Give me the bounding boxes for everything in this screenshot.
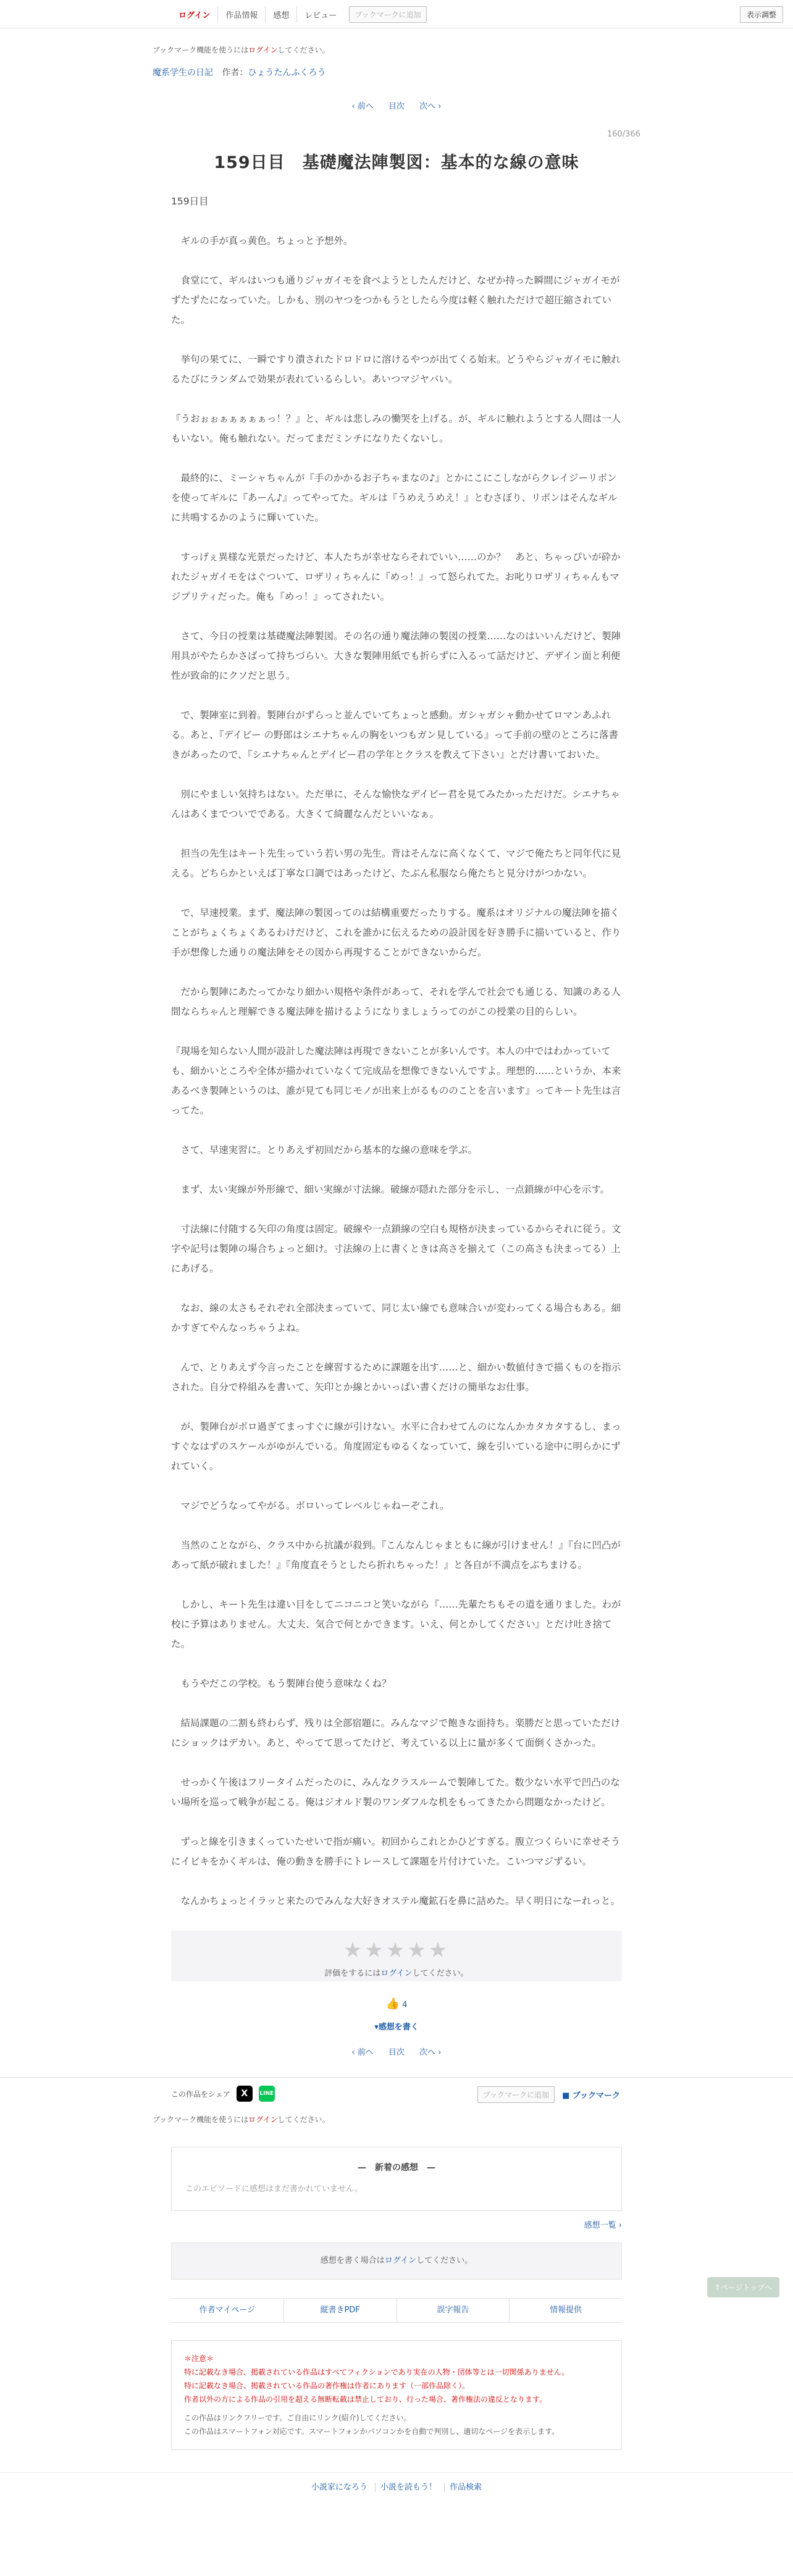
next-episode-link[interactable]: 次へ ›	[419, 102, 442, 111]
bookmark-note-suffix: してください。	[277, 46, 330, 54]
write-impression-link[interactable]: ▾感想を書く	[374, 2023, 419, 2032]
notice-smartphone-text: この作品はスマートフォン対応です。スマートフォンかパソコンかを自動で判別し、適切なページを表示します。	[184, 2427, 560, 2436]
bookmark-link[interactable]: ■ ブックマーク	[562, 2091, 620, 2100]
nav-impressions-link[interactable]: 感想	[265, 6, 296, 23]
bookmark-login-note	[153, 44, 622, 55]
rating-note-suffix: してください。	[412, 1969, 469, 1978]
thumbs-up-icon: 👍	[385, 1997, 400, 2010]
notice-copyright-text: 特に記載なき場合、掲載されている作品の著作権は作者にあります（一部作品除く）。	[184, 2381, 470, 2390]
author-label: 作者：	[222, 68, 248, 78]
pager-bottom	[171, 2045, 622, 2057]
impressions-list-link[interactable]: 感想一覧 ›	[584, 2221, 622, 2230]
episode-paragraph: 担当の先生はキート先生っていう若い男の先生。背はそんなに高くなくて、マジで俺たちと同年代に見える。どちらかといえば丁寧な口調ではあったけど、たぶん私服なら俺たちと見分けがつかない。	[171, 848, 621, 879]
notice-heading: ＊注意＊	[184, 2354, 214, 2363]
bookmark-note-text-bottom: ブックマーク機能を使うには	[153, 2115, 249, 2124]
episode-title: 159日目 基礎魔法陣製図：基本的な線の意味	[214, 153, 579, 172]
share-label: この作品をシェア	[171, 2089, 230, 2099]
episode-paragraph: 当然のことながら、クラス中から抗議が殺到。『こんなんじゃまともに線が引けません！』『台に凹凸があって紙が破れました！』『角度直そうとしたら折れちゃった！』と各自が不満点をぶちまける。	[171, 1540, 621, 1571]
add-bookmark-button-bottom[interactable]: ブックマークに追加	[477, 2086, 555, 2103]
episode-count: 160/366	[606, 130, 640, 139]
share-bookmark-section	[477, 2086, 620, 2103]
write-box-text: 感想を書く場合は	[320, 2256, 385, 2265]
bookmark-note-suffix-bottom: してください。	[277, 2115, 330, 2124]
prev-episode-link[interactable]: ‹ 前へ	[351, 102, 374, 111]
top-nav-links	[171, 6, 427, 23]
notice-fiction-text: 特に記載なき場合、掲載されている作品はすべてフィクションであり実在の人物・団体等とは一切関係ありません。	[184, 2368, 569, 2377]
new-impressions-heading: — 新着の感想 —	[358, 2163, 435, 2173]
display-settings-button[interactable]: 表示調整	[740, 6, 783, 23]
episode-paragraph: だから製陣にあたってかなり細かい規格や条件があって、それを学んで社会でも通じる、知識のある人間ならちゃんと理解できる魔法陣を描けるようになりましょうってのがこの授業の目的らしい。	[171, 986, 621, 1017]
episode-paragraph: さて、早速実習に。とりあえず初回だから基本的な線の意味を学ぶ。	[171, 1144, 478, 1156]
info-report-link[interactable]: 情報提供	[509, 2299, 622, 2322]
episode-paragraph: なんかちょっとイラッと来たのでみんな大好きオステル魔鉱石を鼻に詰めた。早く明日になーれっと。	[171, 1895, 620, 1907]
episode-paragraph: すっげぇ異様な光景だったけど、本人たちが幸せならそれでいい……のか？ あと、ちゃっぴいが砕かれたジャガイモをはぐついて、ロザリィちゃんに『めっ！』って怒られてた。お叱りロザリィちゃんもマジプリティだった。俺も『めっ！』ってされたい。	[171, 552, 621, 602]
episode-paragraph: ずっと線を引きまくっていたせいで指が痛い。初回からこれとかひどすぎる。腹立つくらいに幸せそうにイビキをかくギルは、俺の動きを勝手にトレースして課題を片付けていた。こいつマジずるい。	[171, 1836, 621, 1867]
yomou-link[interactable]: 小説を読もう！	[375, 2483, 442, 2492]
notice-linkfree-text: この作品はリンクフリーです。ご自由にリンク(紹介)してください。	[184, 2414, 411, 2422]
toc-link-bottom[interactable]: 目次	[388, 2048, 405, 2057]
typo-report-link[interactable]: 誤字報告	[396, 2299, 510, 2322]
share-section	[171, 2086, 275, 2102]
rating-note	[171, 1966, 622, 1978]
series-info	[153, 66, 622, 78]
share-bar	[0, 2077, 793, 2112]
write-impression-box	[171, 2242, 622, 2280]
episode-paragraph: で、早速授業。まず、魔法陣の製図ってのは結構重要だったりする。魔系はオリジナルの魔法陣を描くことがちょくちょくあるわけだけど、これを誰かに伝えるための設計図を好き勝手に描いていると、作り手が想像した通りの魔法陣をその図から再現することができないからだ。	[171, 907, 621, 958]
rating-login-link[interactable]: ログイン	[380, 1969, 413, 1978]
bookmark-login-note-bottom	[153, 2114, 622, 2125]
episode-paragraph: まず、太い実線が外形線で、細い実線が寸法線。破線が隠れた部分を示し、一点鎖線が中心を示す。	[171, 1184, 610, 1195]
add-bookmark-button[interactable]: ブックマークに追加	[349, 6, 426, 23]
episode-paragraph: ギルの手が真っ黄色。ちょっと予想外。	[171, 235, 353, 246]
search-link[interactable]: 作品検索	[444, 2483, 487, 2492]
episode-paragraph: 『現場を知らない人間が設計した魔法陣は再現できないことが多いんです。本人の中ではわかっていても、細かいところや全体が描かれていなくて完成品を想像できないんですよ。理想的……というか、本来あるべき製陣というのは、誰が見ても同じモノが出来上がるもののことを言います』ってキート先生は言ってた。	[171, 1046, 621, 1116]
rating-note-text: 評価をするには	[324, 1969, 381, 1978]
rating-box	[171, 1931, 622, 1981]
next-episode-link-bottom[interactable]: 次へ ›	[419, 2048, 442, 2057]
author-link[interactable]: ひょうたんふくろう	[248, 68, 326, 78]
nav-work-info-link[interactable]: 作品情報	[217, 6, 265, 23]
episode-paragraph: 別にやましい気持ちはない。ただ単に、そんな愉快なデイビー君を見てみたかっただけだ。シエナちゃんはあくまでついでである。大きくて綺麗なんだといいなぁ。	[171, 789, 620, 820]
toc-link[interactable]: 目次	[388, 102, 405, 111]
vertical-pdf-link[interactable]: 縦書きPDF	[283, 2299, 396, 2322]
page-top-button[interactable]: ↑ページトップへ	[707, 2277, 779, 2297]
episode-paragraph: さて、今日の授業は基礎魔法陣製図。その名の通り魔法陣の製図の授業……なのはいいんだけど、製陣用具がやたらかさばって持ちづらい。大きな製陣用紙でも折らずに入るって話だけど、デザイン面と利便性が致命的にクソだと思う。	[171, 631, 621, 681]
nav-login-link[interactable]: ログイン	[178, 11, 211, 20]
write-box-suffix: してください。	[416, 2256, 473, 2265]
rating-stars[interactable]: ★★★★★	[343, 1938, 450, 1963]
notice-reprint-text: 作者以外の方による作品の引用を超える無断転載は禁止しており、行った場合、著作権法の違反となります。	[184, 2395, 547, 2404]
episode-paragraph: んで、とりあえず今言ったことを練習するために課題を出す……と、細かい数値付きで描くものを指示された。自分で枠組みを書いて、矢印とか線とかいっぱい書くだけの簡単なお仕事。	[171, 1362, 621, 1393]
like-button[interactable]	[171, 1997, 622, 2010]
bookmark-note-login-link[interactable]: ログイン	[248, 46, 278, 54]
episode-paragraph: 食堂にて、ギルはいつも通りジャガイモを食べようとしたんだけど、なぜか持った瞬間にジャガイモがずたずたになっていた。しかも、別のヤつをつかもうとしたら今度は軽く触れただけで超圧縮されていた。	[171, 275, 620, 325]
author-mypage-link[interactable]: 作者マイページ	[199, 2305, 256, 2315]
episode-paragraph: が、製陣台がボロ過ぎてまっすぐに線が引けない。水平に合わせてんのになんかカタカタするし、まっすぐなはずのスケールがゆがんでいる。角度固定もゆるくなっていて、線を引いている途中に明らかにずれていく。	[171, 1421, 621, 1472]
episode-paragraph: せっかく午後はフリータイムだったのに、みんなクラスルームで製陣してた。数少ない水平で凹凸のない場所を巡って戦争が起こる。俺はジオルド製のワンダフルな机をもってきたから問題なかったけど。	[171, 1777, 620, 1808]
episode-paragraph: 寸法線に付随する矢印の角度は固定。破線や一点鎖線の空白も規格が決まっているからそれに従う。文字や記号は製陣の場合ちょっと細け。寸法線の上に書くときは高さを揃えて（この高さも決まってる）上にあげる。	[171, 1223, 621, 1274]
notice-area	[171, 2340, 622, 2450]
prev-episode-link-bottom[interactable]: ‹ 前へ	[351, 2048, 374, 2057]
episode-paragraph: で、製陣室に到着。製陣台がずらっと並んでいてちょっと感動。ガシャガシャ動かせてロマンあふれる。あと、『デイビー の野郎はシエナちゃんの胸をいつもガン見している』って手前の壁のところに落書きがあったので、『シエナちゃんとデイビー君の学年とクラスを教えて下さい』とだけ書いておいた。	[171, 710, 618, 760]
bookmark-note-text: ブックマーク機能を使うには	[153, 46, 249, 54]
episode-body	[171, 191, 622, 1911]
pager-top	[171, 99, 622, 111]
episode-paragraph: 159日目	[171, 196, 209, 207]
impressions-area	[153, 2114, 622, 2280]
like-count: 4	[402, 2000, 408, 2010]
episode-paragraph: 挙句の果てに、一瞬ですり潰されたドロドロに溶けるやつが出てくる始末。どうやらジャガイモに触れるたびにランダムで効果が表れているらしい。あいつマジヤバい。	[171, 354, 621, 385]
series-title-link[interactable]: 魔系学生の日記	[153, 68, 213, 78]
write-box-login-link[interactable]: ログイン	[384, 2256, 417, 2265]
episode-paragraph: 最終的に、ミーシャちゃんが『手のかかるお子ちゃまなの♪』とかにこにこしながらクレイジーリボンを使ってギルに『あーん♪』ってやってた。ギルは『うめえうめえ！』とむさぼり、リボンはそんなギルに共鳴するかのように輝いていた。	[171, 472, 618, 523]
episode-paragraph: マジでどうなってやがる。ボロいってレベルじゃねーぞこれ。	[171, 1500, 450, 1511]
notice-box	[171, 2340, 622, 2450]
bookmark-note-login-link-bottom[interactable]: ログイン	[248, 2115, 278, 2124]
episode-paragraph: 『うおぉぉぁぁぁぁぁっ！？』と、ギルは悲しみの慟哭を上げる。が、ギルに触れようとする人間は一人もいない。俺も触れない。だってまだミンチになりたくないし。	[171, 413, 621, 444]
bottom-site-links	[0, 2472, 793, 2509]
line-share-icon[interactable]: LINE	[259, 2086, 275, 2102]
x-share-icon[interactable]: X	[237, 2086, 253, 2102]
new-impressions-box	[171, 2147, 622, 2211]
episode-paragraph: もうやだこの学校。もう製陣台使う意味なくね？	[171, 1678, 392, 1689]
main-content	[153, 44, 640, 2057]
episode-paragraph: しかし、キート先生は違い目をしてニコニコと笑いながら『……先輩たちもその道を通りました。わが校に予算はありません。大丈夫、気合で何とかできます。いえ、何とかしてください』とだけ吐き捨てた。	[171, 1599, 621, 1650]
episode-paragraph: なお、線の太さもそれぞれ全部決まっていて、同じ太い線でも意味合いが変わってくる場合もある。細かすぎてやんなっちゃうよね。	[171, 1303, 621, 1333]
no-impressions-text: このエピソードに感想はまだ書かれていません。	[185, 2184, 363, 2194]
narou-link[interactable]: 小説家になろう	[311, 2483, 367, 2492]
episode-paragraph: 結局課題の二割も終わらず、残りは全部宿題に。みんなマジで飽きな面持ち。楽勝だと思っていただけにショックはデカい。あと、やってて思ってたけど、考えている以上に量が多くて面倒くさかった。	[171, 1718, 621, 1748]
footer-links	[171, 2298, 622, 2323]
nav-reviews-link[interactable]: レビュー	[296, 6, 344, 23]
top-navigation	[0, 0, 793, 28]
